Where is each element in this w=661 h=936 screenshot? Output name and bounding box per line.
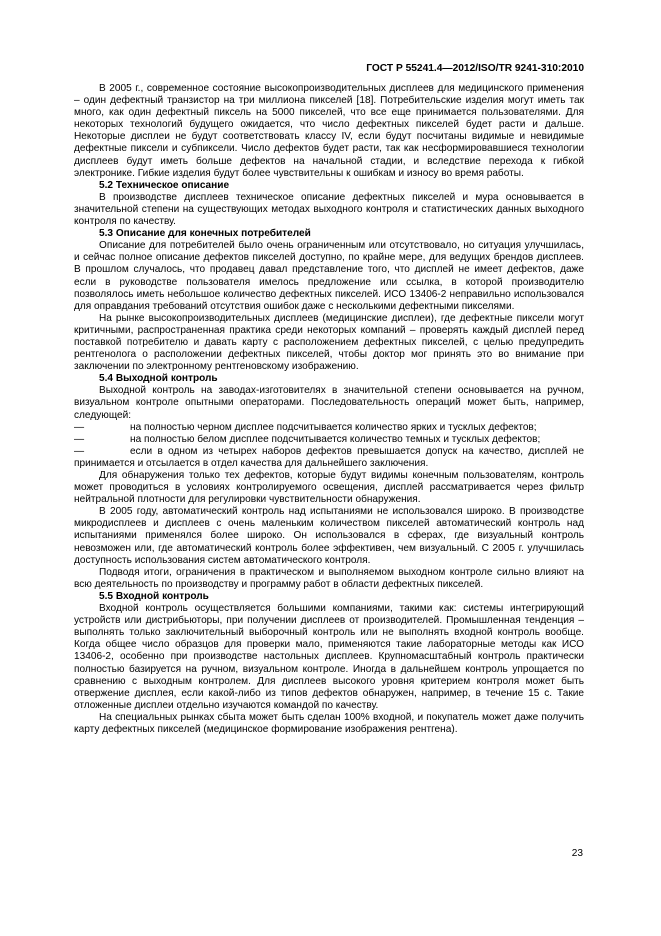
section-heading-5-2: 5.2 Техническое описание (99, 179, 230, 191)
standard-code-header: ГОСТ Р 55241.4—2012/ISO/TR 9241-310:2010 (366, 63, 584, 74)
paragraph: Выходной контроль на заводах-изготовителях в значительной степени основывается на ручном, визуальном контроле опытными операторами. Последовательность операций может быть, например, следующей: (74, 385, 584, 421)
list-item (74, 422, 584, 434)
section-heading-5-5: 5.5 Входной контроль (99, 590, 209, 602)
paragraph: В 2005 году, автоматический контроль над испытаниями не использовался широко. В производстве микродисплеев и дисплеев с очень маленьким количеством пикселей автоматический контроль над испытаниями применялся более широко. Он использовался в сферах, где визуальный контроль невозможен или, где автоматический контроль более эффективен, чем визуальный. С 2005 г. улучшилась доступность использования систем автоматического контроля. (74, 506, 584, 566)
main-text (74, 83, 584, 736)
section-heading-5-4: 5.4 Выходной контроль (99, 373, 218, 385)
paragraph: Описание для потребителей было очень ограниченным или отсутствовало, но ситуация улучшилась, и сейчас полное описание дефектов пикселей доступно, по крайне мере, для ведущих брендов дисплеев. В прошлом случалось, что продавец давал представление того, что дисплей не имеет дефектов, даже если в руководстве пользователя имелось предложение или ссылка, в которой производителю позволялось иметь небольшое количество дефектных пикселей. ИСО 13406-2 неправильно использовался для оправдания требований отсутствия ошибок даже с несколькими дефектными пикселями. (74, 240, 584, 312)
list-item-text: на полностью белом дисплее подсчитывается количество темных и тусклых дефектов; (130, 433, 541, 445)
paragraph: На специальных рынках сбыта может быть сделан 100% входной, и покупатель может даже получить карту дефектных пикселей (медицинское формирование изображения рентгена). (74, 711, 584, 735)
list-item (74, 446, 584, 470)
paragraph: Входной контроль осуществляется большими компаниями, такими как: системы интегрирующий устройств или дистрибьюторы, при получении дисплеев от производителей. Промышленная тенденция – выполнять только заключительный выборочный контроль или не выполнять входной контроль вообще. Когда общее число образцов для проверки мало, применяются такие лабораторные методы как ИСО 13406-2, особенно при производстве настольных дисплеев. Крупномасштабный контроль практически полностью базируется на ручном, визуальном контроле. Иногда в дальнейшем контроль упрощается по сравнению с выходным контролем. Для дисплеев высокого уровня критерием контроля может быть отвержение дисплея, если какой-либо из типов дефектов обнаружен, например, в течение 15 с. Такие отложенные дисплеи отдельно изучаются командой по качеству. (74, 603, 584, 711)
dash-marker: — (74, 445, 85, 457)
paragraph: В производстве дисплеев техническое описание дефектных пикселей и мура основывается в значительной степени на существующих методах выходного контроля и статистических данных выходного контроля по качеству. (74, 191, 584, 228)
list-item-text: если в одном из четырех наборов дефектов превышается допуск на качество, дисплей не принимается и отсылается в отдел качества для дальнейшего заключения. (74, 445, 584, 469)
dash-marker: — (74, 421, 85, 433)
paragraph: Для обнаружения только тех дефектов, которые будут видимы конечным пользователям, контроль может проводиться в условиях контролируемого освещения, дисплей рассматривается через фильтр нейтральной плотности для регулировки чувствительности обнаружения. (74, 470, 584, 506)
paragraph: В 2005 г., современное состояние высокопроизводительных дисплеев для медицинского применения – один дефектный транзистор на три миллиона пикселей [18]. Потребительские изделия могут иметь так много, как один дефектный пиксель на 5000 пикселей, что все еще принимается пользователями. Для некоторых технологий будущего ожидается, что число дефектных пикселей будет расти и дальше. Некоторые дисплеи не будут соответствовать классу IV, если будут посчитаны видимые и невидимые дефектные пиксели и субпиксели. Число дефектов будет расти, так как несформировавшиеся технологии дисплеев будут иметь больше дефектов на начальной стадии, и вследствие перехода к гибкой электронике. Гибкие изделия будут более чувствительны к ошибкам и износу во время работы. (74, 83, 584, 179)
list-item-text: на полностью черном дисплее подсчитывается количество ярких и тусклых дефектов; (130, 421, 537, 433)
page-number: 23 (571, 848, 583, 859)
section-heading-5-3: 5.3 Описание для конечных потребителей (99, 228, 311, 240)
list-item (74, 434, 584, 446)
dash-marker: — (74, 433, 85, 445)
paragraph: На рынке высокопроизводительных дисплеев (медицинские дисплеи), где дефектные пиксели могут критичными, распространенная практика среди некоторых компаний – проверять каждый дисплей перед поставкой потребителю и давать карту с расположением дефектных пикселей, с целью предупредить рентгенолога о расположении дефектных пикселей, чтобы доктор мог принять это во внимание при заключении по электронному рентгеновскому изображению. (74, 312, 584, 373)
paragraph: Подводя итоги, ограничения в практическом и выполняемом выходном контроле сильно влияют на всю деятельность по производству и программу работ в области дефектных пикселей. (74, 566, 584, 590)
